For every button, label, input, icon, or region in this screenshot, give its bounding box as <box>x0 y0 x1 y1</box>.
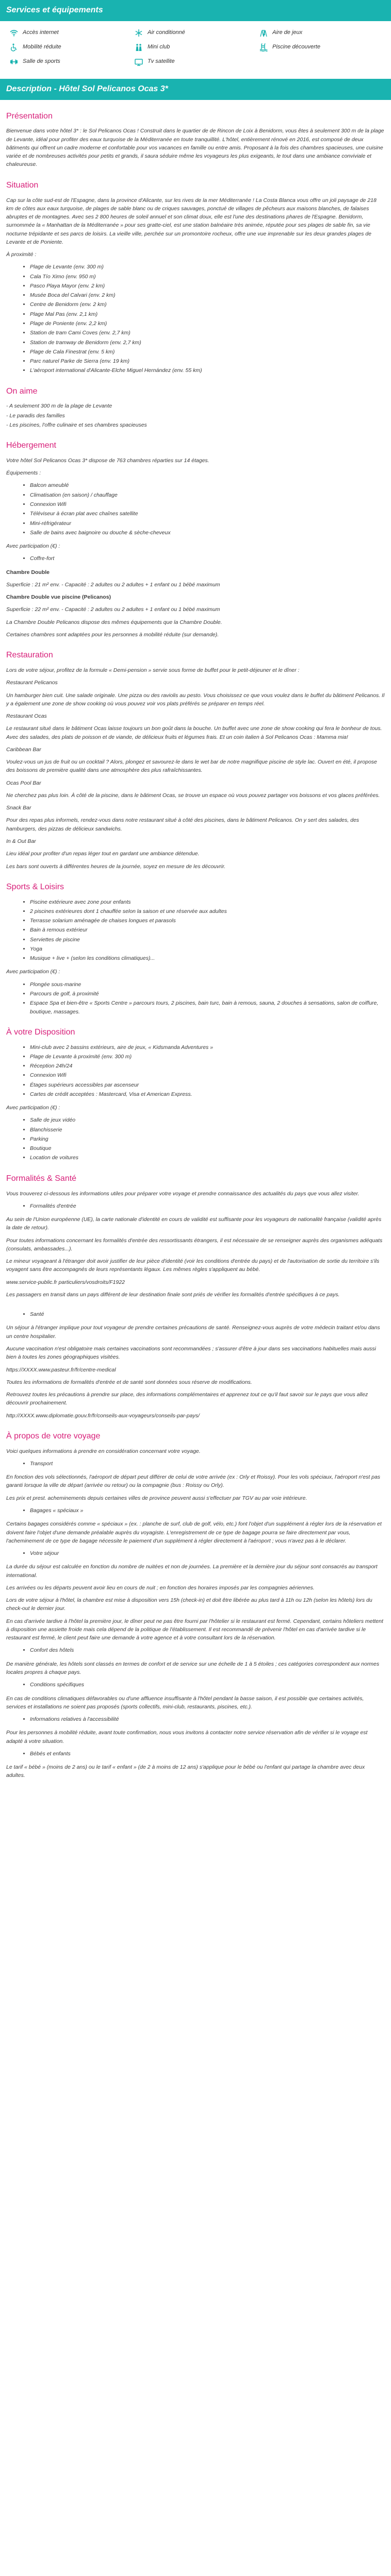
list-item: • Parcours de golf, à proximité <box>30 990 385 998</box>
list-item: • Pasco Playa Mayor (env. 2 km) <box>30 282 385 290</box>
apropos-text: Le tarif « bébé » (moins de 2 ans) ou le tarif « enfant » (de 2 à moins de 12 ans) s'applique pour le bébé ou l'enfant qui partage la chambre avec deux adultes. <box>6 1764 365 1779</box>
apropos-text: En cas d'arrivée tardive à l'hôtel la première jour, le dîner peut ne pas être fourni par l'hôtelier si le restaurant est fermé. Cependant, certains hôteliers mettent à disposition une assiette froide mais cela dépend de la politique de l'établissement. Il est recommandé de prévenir l'hôtel en cas d'arrivée tardive si le restaurant est fermé, le client peut faire une demande à votre agence et à votre consultant lors de la réservation. <box>6 1618 383 1641</box>
hebergement-intro: Votre hôtel Sol Pelicanos Ocas 3* dispose de 763 chambres réparties sur 14 étages. <box>6 457 209 464</box>
list-item: • Étages supérieurs accessibles par ascenseur <box>30 1081 385 1089</box>
equipement-mobilite <box>9 43 124 52</box>
apropos-text: La durée du séjour est calculée en fonction du nombre de nuitées et non de journées. La première et la dernière jour du séjour sont consacrés au transport international. <box>6 1564 378 1579</box>
restaurant-desc: Lieu idéal pour profiter d'un repas léger tout en gardant une ambiance détendue. <box>6 851 200 857</box>
sante-text: Toutes les informations de formalités d'entrée et de santé sont données sous réserve de modifications. <box>6 1379 252 1385</box>
apropos-bullet <box>30 1681 385 1689</box>
hebergement-heading: Hébergement <box>6 441 56 450</box>
restaurant-name: Restaurant Pelicanos <box>6 680 58 686</box>
presentation-text: Bienvenue dans votre hôtel 3* : le Sol Pelicanos Ocas ! Construit dans le quartier de de Rincon de Loix à Benidorm, vous êtes à seulement 300 m de la plage de Levante, idéal pour profiter des eaux turquoise de la Méditerranée en toute tranquillité. L'hôtel, entièrement rénové en 2016, est composé de deux bâtiments qui offrent un cadre moderne et confortable pour vos vacances en famille ou entre amis. Proposant à la fois des chambres spacieuses, une cuisine variée et de nombreuses activités pour petits et grands, il saura séduire même les voyageurs les plus exigeants, le tout dans une ambiance conviviale et chaleureuse. <box>6 128 384 168</box>
proximite-list <box>30 263 385 375</box>
list-item: • Cala Tío Ximo (env. 950 m) <box>30 273 385 281</box>
list-item: • Bébés et enfants <box>30 1750 385 1758</box>
restaurant-desc: Voulez-vous un jus de fruit ou un cocktail ? Alors, plongez et savourez-le dans le wet bar de notre magnifique piscine de style lac. Ouvert en été, il propose des boissons de première qualité dans une atmosphère des plus rafraîchissantes. <box>6 759 377 774</box>
equipement-label: Salle de sports <box>23 58 60 65</box>
sante-link[interactable]: http://XXXX.www.diplomatie.gouv.fr/fr/conseils-aux-voyageurs/conseils-par-pays/ <box>6 1412 200 1419</box>
list-item: • Plage de Poniente (env. 2,2 km) <box>30 319 385 328</box>
apropos-intro: Voici quelques informations à prendre en considération concernant votre voyage. <box>6 1448 201 1454</box>
list-item: • Station de tram Cami Coves (env. 2,7 km) <box>30 329 385 337</box>
list-item: • Plage de Cala Finestrat (env. 5 km) <box>30 348 385 356</box>
list-item: • Yoga <box>30 945 385 953</box>
restaurant-name: Caribbean Bar <box>6 746 41 753</box>
list-item: • Blanchisserie <box>30 1126 385 1134</box>
formalites-text: Le mineur voyageant à l'étranger doit avoir justifier de leur pièce d'identité (voir les conditions d'entrée du pays) et de l'autorisation de sortie du territoire s'ils voyagent sans être accompagnés de leurs représentants légaux. Les mêmes règles s'appliquent au bébé. <box>6 1258 380 1273</box>
list-item: • Boutique <box>30 1144 385 1153</box>
hebergement-equip-list <box>30 481 385 537</box>
equipement-label: Piscine découverte <box>272 44 320 50</box>
formalites-heading: Formalités & Santé <box>6 1174 77 1183</box>
restauration-intro: Lors de votre séjour, profitez de la formule « Demi-pension » servie sous forme de buffet pour le petit-déjeuner et le dîner : <box>6 667 300 673</box>
formalites-text: Pour toutes informations concernant les formalités d'entrée des ressortissants étrangers, il est nécessaire de se renseigner auprès des organismes adéquats (consulats, ambassades...). <box>6 1237 383 1252</box>
description-header: Description - Hôtel Sol Pelicanos Ocas 3* <box>0 79 391 100</box>
list-item: • Transport <box>30 1460 385 1468</box>
restaurant-name: Restaurant Ocas <box>6 713 47 720</box>
chambre-double-title: Chambre Double <box>6 569 50 575</box>
list-item: • Mini-réfrigérateur <box>30 519 385 528</box>
equipement-clim <box>134 28 249 38</box>
list-item: • 2 piscines extérieures dont 1 chauffée selon la saison et une réservée aux adultes <box>30 907 385 916</box>
on-aime-heading: On aime <box>6 386 38 396</box>
list-item: • Location de voitures <box>30 1154 385 1162</box>
list-item: • Santé <box>30 1310 385 1318</box>
disposition-heading: À votre Disposition <box>6 1027 75 1037</box>
list-item: • Bain à remous extérieur <box>30 926 385 934</box>
apropos-heading: À propos de votre voyage <box>6 1431 101 1440</box>
apropos-bullet <box>30 1646 385 1654</box>
list-item: • Connexion Wifi <box>30 500 385 509</box>
restaurant-desc: Pour des repas plus informels, rendez-vous dans notre restaurant situé à côté des piscines, dans le bâtiment Pelicanos. On y sert des salades, des hamburgers, des pizzas de délicieux sandwichs. <box>6 817 360 832</box>
sante-text: Un séjour à l'étranger implique pour tout voyageur de prendre certaines précautions de santé. Renseignez-vous auprès de votre médecin traitant et/ou dans un centre hospitalier. <box>6 1325 380 1340</box>
list-item: • L'aéroport international d'Alicante-Elche Miguel Hernández (env. 55 km) <box>30 366 385 375</box>
sports-list <box>30 898 385 963</box>
equipement-label: Mini club <box>148 44 170 50</box>
participation-label: Avec participation (€) : <box>6 1105 60 1111</box>
situation-heading: Situation <box>6 180 39 190</box>
list-item: • Connexion Wifi <box>30 1071 385 1079</box>
list-item: • Plage de Levante à proximité (env. 300 m) <box>30 1053 385 1061</box>
list-item: • Balcon ameublé <box>30 481 385 489</box>
on-aime-item: - Les piscines, l'offre culinaire et ses chambres spacieuses <box>6 421 147 428</box>
list-item: • Conditions spécifiques <box>30 1681 385 1689</box>
apropos-text: Lors de votre séjour à l'hôtel, la chambre est mise à disposition vers 15h (check-in) et doit être libérée au plus tard à 11h ou 12h (selon les hôtels) lors du check-out le dernier jour. <box>6 1597 372 1612</box>
equipement-aire-de-jeux <box>259 28 373 38</box>
pool-icon <box>259 43 268 52</box>
sante-link[interactable]: https://XXXX.www.pasteur.fr/fr/centre-medical <box>6 1366 116 1373</box>
equipements-header: Services et équipements <box>0 0 391 21</box>
restaurant-desc: Ne cherchez pas plus loin. À côté de la piscine, dans le bâtiment Ocas, se trouve un espace où vous pouvez partager vos boissons et vos glaces préférées. <box>6 792 380 799</box>
list-item: • Plage Mal Pas (env. 2,1 km) <box>30 310 385 318</box>
apropos-bullet <box>30 1549 385 1557</box>
list-item: • Plage de Levante (env. 300 m) <box>30 263 385 271</box>
list-item: • Salle de jeux vidéo <box>30 1116 385 1124</box>
restauration-note: Les bars sont ouverts à différentes heures de la journée, soyez en mesure de les découvrir. <box>6 863 226 870</box>
on-aime-item: - A seulement 300 m de la plage de Levante <box>6 403 112 410</box>
restaurant-name: Snack Bar <box>6 805 31 811</box>
list-item: • Piscine extérieure avec zone pour enfants <box>30 898 385 906</box>
snowflake-icon <box>134 28 143 38</box>
list-item: • Coffre-fort <box>30 554 385 563</box>
list-item: • Salle de bains avec baignoire ou douche & sèche-cheveux <box>30 529 385 537</box>
equipement-tv <box>134 57 249 66</box>
list-item: • Informations relatives à l'accessibilité <box>30 1715 385 1723</box>
apropos-text: En cas de conditions climatiques défavorables ou d'une affluence insuffisante à l'hôtel pendant la basse saison, il est possible que certaines activités, services et installations ne soient pas proposés (sports collectifs, mini-club, restaurants, piscines, etc.). <box>6 1695 364 1710</box>
disposition-avec-list <box>30 1116 385 1162</box>
list-item: • Cartes de crédit acceptées : Mastercard, Visa et American Express. <box>30 1090 385 1098</box>
list-item: • Parc naturel Parke de Sierra (env. 19 km) <box>30 357 385 365</box>
participation-label: Avec participation (€) : <box>6 543 60 550</box>
apropos-text: De manière générale, les hôtels sont classés en termes de confort et de service sur une échelle de 1 à 5 étoiles ; ces catégories correspondent aux normes locales propres à chaque pays. <box>6 1660 380 1675</box>
equipement-label: Air conditionné <box>148 29 185 36</box>
apropos-text: Pour les personnes à mobilité réduite, avant toute confirmation, nous vous invitons à contacter notre service réservation afin de vérifier si le voyage est adapté à votre situation. <box>6 1730 368 1744</box>
formalites-link[interactable]: www.service-public.fr particuliers/vosdroits/F1922 <box>6 1279 125 1285</box>
apropos-bullet <box>30 1506 385 1515</box>
tv-icon <box>134 57 143 66</box>
sports-heading: Sports & Loisirs <box>6 882 64 891</box>
list-item: • Musée Boca del Calvari (env. 2 km) <box>30 291 385 299</box>
equipement-label: Aire de jeux <box>272 29 303 36</box>
presentation-heading: Présentation <box>6 111 53 121</box>
list-item: • Mini-club avec 2 bassins extérieurs, aire de jeux, « Kidsmanda Adventures » <box>30 1043 385 1052</box>
list-item: • Bagages « spéciaux » <box>30 1506 385 1515</box>
equipement-mini-club <box>134 43 249 52</box>
apropos-bullet <box>30 1715 385 1723</box>
list-item: • Centre de Benidorm (env. 2 km) <box>30 300 385 309</box>
restaurant-name: Ocas Pool Bar <box>6 779 41 786</box>
list-item: • Plongée sous-marine <box>30 980 385 989</box>
description-content <box>0 110 391 1780</box>
list-item: • Terrasse solarium aménagée de chaises longues et parasols <box>30 917 385 925</box>
hebergement-part-list <box>30 554 385 563</box>
participation-label: Avec participation (€) : <box>6 969 60 975</box>
dumbbell-icon <box>9 57 19 66</box>
list-item: • Station de tramway de Benidorm (env. 2,7 km) <box>30 338 385 347</box>
restaurant-desc: Le restaurant situé dans le bâtiment Ocas laisse toujours un bon goût dans la bouche. Un buffet avec une zone de show cooking qui fera le bonheur de tous. Avec des salades, des plats de poisson et de viande, de délicieux fruits et légumes frais. Et un coin italien à Sol Pelicanos Ocas : Mamma mia! <box>6 725 382 740</box>
restauration-heading: Restauration <box>6 651 53 660</box>
equipement-label: Tv satellite <box>148 58 175 65</box>
sante-text: Aucune vaccination n'est obligatoire mais certaines vaccinations sont recommandées ; s'assurer d'être à jour dans ses vaccinations habituelles mais aussi bien à toutes les zones géographiques visitées. <box>6 1346 376 1361</box>
apropos-text: Les prix et prest. acheminements depuis certaines villes de province peuvent aussi s'effectuer par TGV au par voie intérieure. <box>6 1495 307 1501</box>
restaurant-name: In & Out Bar <box>6 838 36 844</box>
on-aime-item: - Le paradis des familles <box>6 412 65 419</box>
list-item: • Parking <box>30 1135 385 1143</box>
list-item: • Musique + live + (selon les conditions climatiques)... <box>30 954 385 962</box>
playground-icon <box>259 28 268 38</box>
formalites-bullet <box>30 1202 385 1210</box>
formalites-intro: Vous trouverez ci-dessous les informations utiles pour préparer votre voyage et prendre connaissance des actualités du pays que vous allez visiter. <box>6 1190 360 1197</box>
list-item: • Formalités d'entrée <box>30 1202 385 1210</box>
disposition-list <box>30 1043 385 1099</box>
equipements-label: Équipements : <box>6 470 41 477</box>
equipement-label: Mobilité réduite <box>23 44 61 50</box>
wifi-icon <box>9 28 19 38</box>
equipements-grid <box>0 21 391 70</box>
equipement-salle-de-sports <box>9 57 124 66</box>
formalites-text: Les passagers en transit dans un pays différent de leur destination finale sont priés de vérifier les formalités d'entrée spécifiques à ce pays. <box>6 1291 340 1298</box>
apropos-text: En fonction des vols sélectionnés, l'aéroport de départ peut différer de celui de votre arrivée (ex : Orly et Roissy). Pour les vols spéciaux, l'aéroport n'est pas garanti lorsque la ville de départ (arrivée ou retour) ou la compagnie (bus : Roissy ou Orly). <box>6 1474 381 1489</box>
chambre-vue-piscine-title: Chambre Double vue piscine (Pelicanos) <box>6 594 111 601</box>
restaurant-desc: Un hamburger bien cuit. Une salade originale. Une pizza ou des raviolis au pesto. Vous choisissez ce que vous voulez dans le buffet du bâtiment Pelicanos. Il y a également une zone de show cooking où vous pouvez voir vos plats préférés se préparer en temps réel. <box>6 692 385 707</box>
sante-text: Retrouvez toutes les précautions à prendre sur place, des informations complémentaires et apprenez tout ce qu'il faut savoir sur le pays que vous allez découvrir prochainement. <box>6 1392 368 1406</box>
equipement-wifi <box>9 28 124 38</box>
sante-bullet <box>30 1310 385 1318</box>
chambre-pmr-note: Certaines chambres sont adaptées pour les personnes à mobilité réduite (sur demande). <box>6 631 219 638</box>
situation-text: Cap sur la côte sud-est de l'Espagne, dans la province d'Alicante, sur les rives de la mer Méditerranée ! La Costa Blanca vous offre un joli paysage de 218 km de côtes aux eaux turquoise, de plages de sable blanc ou de criques sauvages, ponctué de villages de pêcheurs aux maisons blanches, de falaises abruptes et de montagnes. Avec ses 2 800 heures de soleil annuel et son climat doux, elle est l'une des destinations phares de l'Espagne. Benidorm, surnommée la « Manhattan de la Méditerranée » pour ses gratte-ciel, est une station balnéaire très animée, réputée pour ses plages de sable fin, sa vie nocturne trépidante et ses parcs de loisirs. La vieille ville, perchée sur un promontoire rocheux, offre une vue imprenable sur les deux grandes plages de Levante et de Poniente. <box>6 197 377 245</box>
list-item: • Confort des hôtels <box>30 1646 385 1654</box>
chambre-double-desc: Superficie : 21 m² env. - Capacité : 2 adultes ou 2 adultes + 1 enfant ou 1 bébé maximum <box>6 581 220 588</box>
formalites-text: Au sein de l'Union européenne (UE), la carte nationale d'identité en cours de validité est suffisante pour les voyageurs de nationalité française (validité après la date de retour). <box>6 1216 382 1231</box>
chambre-vue-piscine-desc: Superficie : 22 m² env. - Capacité : 2 adultes ou 2 adultes + 1 enfant ou 1 bébé maximum <box>6 606 220 613</box>
proximite-label: À proximité : <box>6 251 37 258</box>
chambre-note: La Chambre Double Pelicanos dispose des mêmes équipements que la Chambre Double. <box>6 619 222 625</box>
list-item: • Réception 24h/24 <box>30 1062 385 1070</box>
list-item: • Votre séjour <box>30 1549 385 1557</box>
list-item: • Climatisation (en saison) / chauffage <box>30 491 385 499</box>
mini-club-icon <box>134 43 143 52</box>
apropos-bullet <box>30 1750 385 1758</box>
list-item: • Serviettes de piscine <box>30 936 385 944</box>
apropos-text: Certains bagages considérés comme « spéciaux » (ex. : planche de surf, club de golf, vélo, etc.) font l'objet d'un supplément à régler lors de la réservation et doivent faire l'objet d'une demande préalable auprès du voyagiste. L'enregistrement de ce type de bagage pourra se faire directement par vous, l'acheminement de ce type de bagage nécessite le paiement d'un supplément à régler directement à l'aéroport ; vous n'avez pas à le déclarer. <box>6 1521 382 1544</box>
equipement-label: Accès internet <box>23 29 59 36</box>
apropos-bullet <box>30 1460 385 1468</box>
wheelchair-icon <box>9 43 19 52</box>
apropos-text: Les arrivées ou les départs peuvent avoir lieu en cours de nuit ; en fonction des horaires imposés par les compagnies aériennes. <box>6 1584 315 1591</box>
list-item: • Téléviseur à écran plat avec chaînes satellite <box>30 510 385 518</box>
equipement-piscine <box>259 43 373 52</box>
list-item: • Espace Spa et bien-être « Sports Centre » parcours tours, 2 piscines, bain turc, bain à remous, sauna, 2 douches à sensations, salon de coiffure, boutique, massages. <box>30 999 385 1016</box>
sports-avec-list <box>30 980 385 1016</box>
